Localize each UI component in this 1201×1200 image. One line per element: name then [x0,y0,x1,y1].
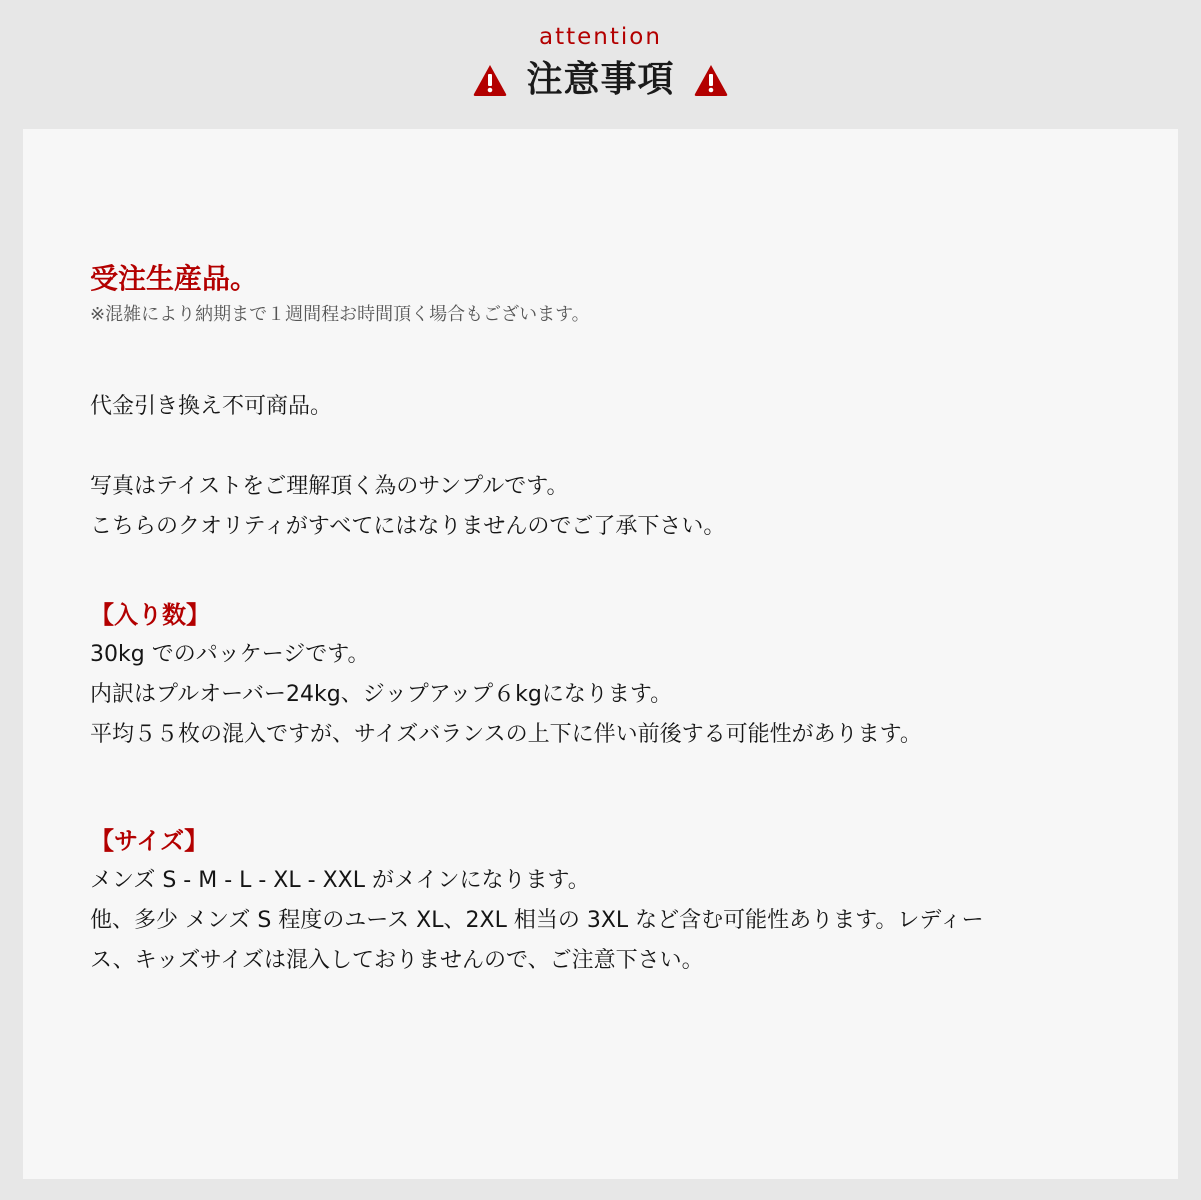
content-body [90,259,1140,981]
size-line-2: 他、多少 メンズ S 程度のユース XL、2XL 相当の 3XL など含む可能性あります。レディー [90,908,984,933]
made-to-order-heading: 受注生産品。 [90,262,259,295]
title-row [0,54,1201,106]
size-line-3: ス、キッズサイズは混入しておりませんので、ご注意下さい。 [90,948,704,973]
photo-note-line-1: 写真はテイストをご理解頂く為のサンプルです。 [90,474,569,499]
warning-icon [693,63,729,97]
page-header [0,0,1201,128]
page-title: 注意事項 [526,59,675,100]
size-line-1: メンズ S - M - L - XL - XXL がメインになります。 [90,868,590,893]
cod-note: 代金引き換え不可商品。 [90,394,333,419]
warning-icon [472,63,508,97]
quantity-heading: 【入り数】 [90,601,210,629]
quantity-line-1: 30kg でのパッケージです。 [90,642,370,667]
size-heading: 【サイズ】 [90,827,209,855]
content-panel [23,129,1178,1179]
delivery-note: ※混雑により納期まで１週間程お時間頂く場合もございます。 [90,304,590,325]
quantity-line-3: 平均５５枚の混入ですが、サイズバランスの上下に伴い前後する可能性があります。 [90,722,922,747]
attention-label: attention [539,24,662,50]
quantity-line-2: 内訳はプルオーバー24kg、ジップアップ６kgになります。 [90,682,673,707]
photo-note-line-2: こちらのクオリティがすべてにはなりませんのでご了承下さい。 [90,514,726,539]
